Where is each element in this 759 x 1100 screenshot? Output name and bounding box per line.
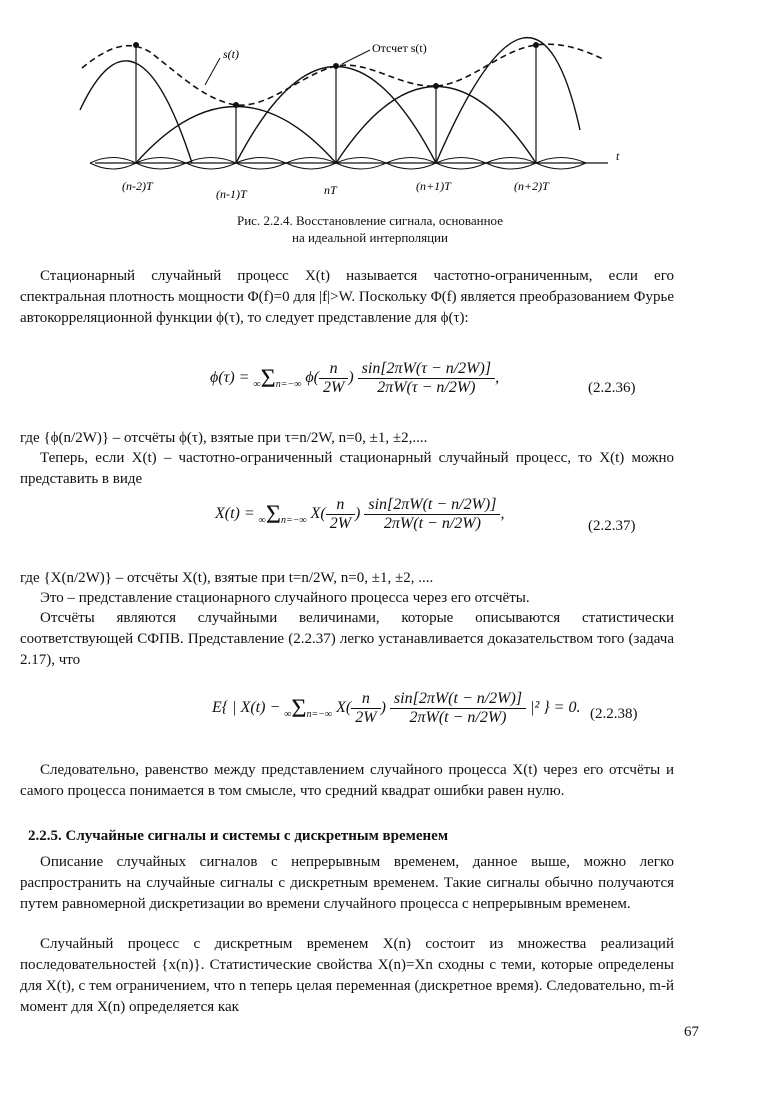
paragraph: где {ϕ(n/2W)} – отсчёты ϕ(τ), взятые при τ=n/2W, n=0, ±1, ±2,.... <box>20 430 428 446</box>
paragraph: Это – представление стационарного случайного процесса через его отсчёты. <box>40 590 530 606</box>
t-axis-label: t <box>616 149 620 163</box>
sample-label: Отсчет s(t) <box>372 41 427 55</box>
equation-2-2-38: E{ | X(t) − ∞Σn=−∞ X( $\frac{n}{2W}$ ) $\frac{\sin[2\pi W(t - n/2W)]}{2\pi W(t - n/2W)}$ |² } = 0. <box>212 690 581 726</box>
caption-line: Рис. 2.2.4. Восстановление сигнала, основанное <box>236 213 503 228</box>
paragraph: Отсчёты являются случайными величинами, которые описываются статистически соответствующей СФПВ. Представление (2.2.37) легко устанавливается доказательством того (задача 2.17), что <box>20 610 674 668</box>
equation-number: (2.2.38) <box>590 706 638 722</box>
paragraph: где {X(n/2W)} – отсчёты X(t), взятые при t=n/2W, n=0, ±1, ±2, .... <box>20 570 434 586</box>
sample-pointer <box>342 50 370 64</box>
figure-caption <box>150 212 590 246</box>
equation-2-2-36: ϕ(τ) = ∞Σn=−∞ ϕ( $\frac{n}{2W}$ ) $\frac{\sin[2\pi W(\tau - n/2W)]}{2\pi W(\tau - n/2W)}$ , <box>210 360 500 396</box>
sinc-lobe <box>436 38 580 163</box>
paragraph: Случайный процесс с дискретным временем X(n) состоит из множества реализаций последовательностей {x(n)}. Статистические свойства X(n)=Xn сходны с теми, которые определены для X(t), с тем ограничением, что n теперь целая переменная (дискретное время). Следовательно, m-й момент для X(n) определяется как <box>20 936 674 1015</box>
caption-line: на идеальной интерполяции <box>292 230 448 245</box>
tick-label: (n-2)T <box>122 179 153 193</box>
sample-dot <box>133 42 139 48</box>
sample-dot <box>333 63 339 69</box>
tick-label: nT <box>324 183 337 197</box>
s-pointer <box>205 58 220 85</box>
section-heading: 2.2.5. Случайные сигналы и системы с дискретным временем <box>28 828 449 844</box>
equation-number: (2.2.37) <box>588 518 636 534</box>
signal-envelope <box>82 44 605 105</box>
equation-number: (2.2.36) <box>588 380 636 396</box>
sample-dot <box>433 83 439 89</box>
tick-label: (n-1)T <box>216 187 247 200</box>
tick-label: (n+2)T <box>514 179 549 193</box>
interpolation-figure <box>60 30 620 200</box>
s-label: s(t) <box>223 47 239 61</box>
sample-dot <box>533 42 539 48</box>
sample-dot <box>233 102 239 108</box>
tick-label: (n+1)T <box>416 179 451 193</box>
page-number: 67 <box>684 1024 699 1040</box>
paragraph: Описание случайных сигналов с непрерывным временем, данное выше, можно легко распространить на случайные сигналы с дискретным временем. Такие сигналы обычно получаются путем равномерной дискретизации во времени случайного процесса с непрерывным временем. <box>20 854 674 912</box>
equation-2-2-37: X(t) = ∞Σn=−∞ X( $\frac{n}{2W}$ ) $\frac{\sin[2\pi W(t - n/2W)]}{2\pi W(t - n/2W)}$ , <box>215 496 505 532</box>
paragraph: Стационарный случайный процесс X(t) называется частотно-ограниченным, если его спектральная плотность мощности Φ(f)=0 для |f|>W. Поскольку Φ(f) является преобразованием Фурье автокорреляционной функции ϕ(τ), то следует представление для ϕ(τ): <box>20 268 674 326</box>
paragraph: Теперь, если X(t) – частотно-ограниченный стационарный случайный процесс, то X(t) можно представить в виде <box>20 450 674 487</box>
paragraph: Следовательно, равенство между представлением случайного процесса X(t) через его отсчёты и самого процесса понимается в том смысле, что средний квадрат ошибки равен нулю. <box>20 762 674 799</box>
